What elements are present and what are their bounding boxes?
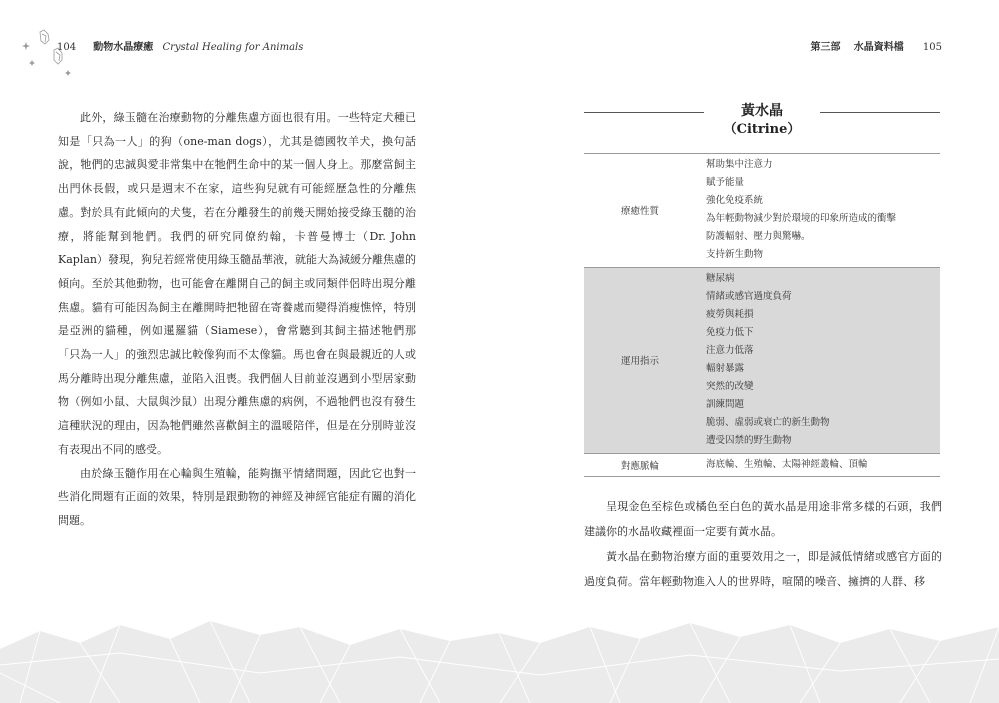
row-items xyxy=(696,154,940,267)
list-item: 疲勞與耗損 xyxy=(706,308,754,320)
body-text-left xyxy=(58,106,416,533)
paragraph: 此外，綠玉髓在治療動物的分離焦慮方面也很有用。一些特定犬種已知是「只為一人」的狗（one-man dogs），尤其是德國牧羊犬，換句話說，牠們的忠誠與愛非常集中在牠們生命中的某一個人身上。那麼當飼主出門休長假，或只是週末不在家，這些狗兒就有可能經歷急性的分離焦慮。對於具有此傾向的犬隻，若在分離發生的前幾天開始接受綠玉髓的治療，將能幫到牠們。我們的研究同僚約翰，卡普曼博士（Dr. John Kaplan）發現，狗兒若經常使用綠玉髓晶華液，就能大為減緩分離焦慮的傾向。至於其他動物，也可能會在離開自己的飼主或同類伴侶時出現分離焦慮。貓有可能因為飼主在離開時把牠留在寄養處而變得消瘦憔悴，特別是亞洲的貓種，例如暹羅貓（Siamese），會常聽到其飼主描述牠們那「只為一人」的強烈忠誠比較像狗而不太像貓。馬也會在與最親近的人或馬分離時出現分離焦慮，並陷入沮喪。我們個人目前並沒遇到小型居家動物（例如小鼠、大鼠與沙鼠）出現分離焦慮的病例，不過牠們也沒有發生這種狀況的理由，因為牠們雖然喜歡飼主的溫暖陪伴，但是在分別時並沒有表現出不同的感受。 xyxy=(58,111,416,456)
part-label: 第三部 xyxy=(810,42,841,53)
list-item: 脆弱、虛弱或衰亡的新生動物 xyxy=(706,417,830,429)
list-item: 為年輕動物減少對於環境的印象所造成的衝擊 xyxy=(706,213,897,225)
left-page xyxy=(0,0,499,703)
table-row-chakras xyxy=(584,453,940,477)
chapter-title: 水晶資料檔 xyxy=(853,42,904,53)
mountain-decoration xyxy=(0,613,999,703)
list-item: 訓練問題 xyxy=(706,399,745,411)
crystal-name: 黃水晶 xyxy=(741,103,783,119)
heading-rule-right xyxy=(820,112,940,113)
book-title: 動物水晶療癒 xyxy=(93,42,154,53)
body-text-right xyxy=(584,494,942,594)
book-title-english: Crystal Healing for Animals xyxy=(162,42,304,53)
row-label: 對應脈輪 xyxy=(620,460,659,472)
list-item: 遭受囚禁的野生動物 xyxy=(706,435,792,447)
page-number: 104 xyxy=(57,42,77,53)
list-item: 海底輪、生殖輪、太陽神經叢輪、頂輪 xyxy=(706,458,868,470)
page-number: 105 xyxy=(922,42,942,53)
list-item: 突然的改變 xyxy=(706,381,754,393)
paragraph: 由於綠玉髓作用在心輪與生殖輪，能夠撫平情緒問題，因此它也對一些消化問題有正面的效果，特別是跟動物的神經及神經官能症有關的消化問題。 xyxy=(58,466,416,527)
table-row-indications xyxy=(584,267,940,453)
paragraph: 黃水晶在動物治療方面的重要效用之一，即是減低情緒或感官方面的過度負荷。當年輕動物進入人的世界時，喧鬧的噪音、擁擠的人群、移 xyxy=(584,550,942,588)
row-label: 運用指示 xyxy=(620,356,659,368)
list-item: 強化免疫系統 xyxy=(706,195,764,207)
table-heading xyxy=(584,101,940,153)
list-item: 情緒或感官過度負荷 xyxy=(706,290,792,302)
list-item: 輻射暴露 xyxy=(706,363,745,375)
running-header-left xyxy=(57,38,303,53)
list-item: 糖尿病 xyxy=(706,272,735,284)
running-header-right xyxy=(811,38,942,53)
paragraph: 呈現金色至棕色或橘色至白色的黃水晶是用途非常多樣的石頭，我們建議你的水晶收藏裡面一定要有黃水晶。 xyxy=(584,500,942,538)
list-item: 幫助集中注意力 xyxy=(706,159,773,170)
list-item: 免疫力低下 xyxy=(706,326,754,338)
list-item: 注意力低落 xyxy=(706,344,754,356)
row-items xyxy=(696,454,940,476)
list-item: 防護輻射、壓力與驚嚇。 xyxy=(706,231,811,243)
row-items xyxy=(696,268,940,453)
heading-rule-left xyxy=(584,112,704,113)
list-item: 賦予能量 xyxy=(706,177,745,189)
list-item: 支持新生動物 xyxy=(706,249,764,261)
table-row-healing-properties xyxy=(584,153,940,267)
crystal-data-table xyxy=(584,101,940,477)
row-label: 療癒性質 xyxy=(620,206,659,218)
right-page xyxy=(500,0,999,703)
crystal-name-english: （Citrine） xyxy=(723,122,801,137)
